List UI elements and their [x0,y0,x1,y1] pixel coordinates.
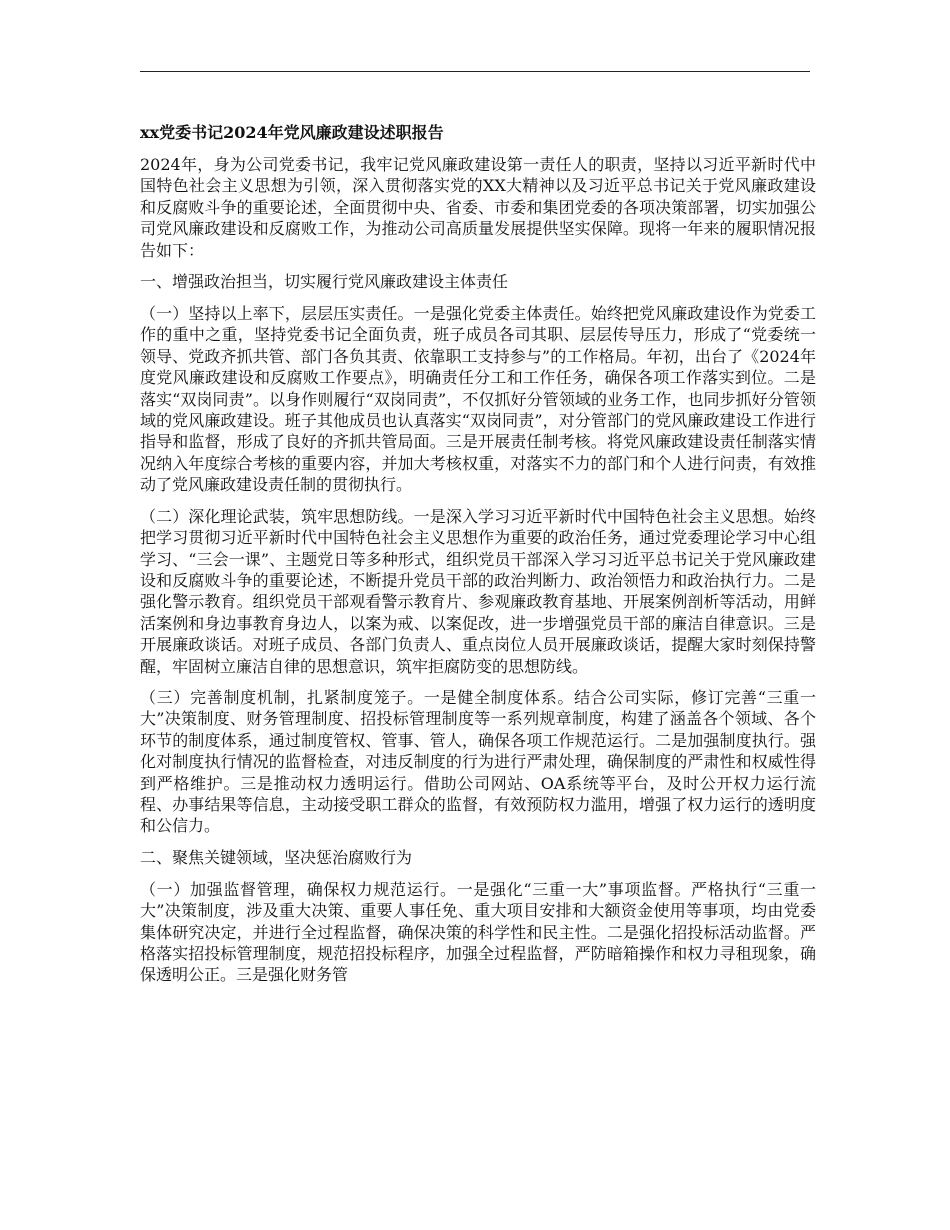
header-divider [140,71,810,72]
document-title: xx党委书记2024年党风廉政建设述职报告 [140,123,444,142]
section2-paragraph-1: （一）加强监督管理，确保权力规范运行。一是强化“三重一大”事项监督。严格执行“三重一大”决策制度，涉及重大决策、重要人事任免、重大项目安排和大额资金使用等事项，均由党委集体研究决定，并进行全过程监督，确保决策的科学性和民主性。二是强化招投标活动监督。严格落实招投标管理制度，规范招投标程序，加强全过程监督，严防暗箱操作和权力寻租现象，确保透明公正。三是强化财务管 [140,879,816,985]
intro-paragraph: 2024年，身为公司党委书记，我牢记党风廉政建设第一责任人的职责，坚持以习近平新时代中国特色社会主义思想为引领，深入贯彻落实党的XX大精神以及习近平总书记关于党风廉政建设和反腐败斗争的重要论述，全面贯彻中央、省委、市委和集团党委的各项决策部署，切实加强公司党风廉政建设和反腐败工作，为推动公司高质量发展提供坚实保障。现将一年来的履职情况报告如下： [140,155,816,260]
section-heading-2: 二、聚焦关键领域，坚决惩治腐败行为 [140,847,413,867]
section1-paragraph-2: （二）深化理论武装，筑牢思想防线。一是深入学习习近平新时代中国特色社会主义思想。始终把学习贯彻习近平新时代中国特色社会主义思想作为重要的政治任务，通过党委理论学习中心组学习、“三会一课”、主题党日等多种形式，组织党员干部深入学习习近平总书记关于党风廉政建设和反腐败斗争的重要论述，不断提升党员干部的政治判断力、政治领悟力和政治执行力。二是强化警示教育。组织党员干部观看警示教育片、参观廉政教育基地、开展案例剖析等活动，用鲜活案例和身边事教育身边人，以案为戒、以案促改，进一步增强党员干部的廉洁自律意识。三是开展廉政谈话。对班子成员、各部门负责人、重点岗位人员开展廉政谈话，提醒大家时刻保持警醒，牢固树立廉洁自律的思想意识，筑牢拒腐防变的思想防线。 [140,506,816,676]
section1-paragraph-1: （一）坚持以上率下，层层压实责任。一是强化党委主体责任。始终把党风廉政建设作为党委工作的重中之重，坚持党委书记全面负责，班子成员各司其职、层层传导压力，形成了“党委统一领导、党政齐抓共管、部门各负其责、依靠职工支持参与”的工作格局。年初，出台了《2024年度党风廉政建设和反腐败工作要点》，明确责任分工和工作任务，确保各项工作落实到位。二是落实“双岗同责”。以身作则履行“双岗同责”，不仅抓好分管领域的业务工作，也同步抓好分管领域的党风廉政建设。班子其他成员也认真落实“双岗同责”，对分管部门的党风廉政建设工作进行指导和监督，形成了良好的齐抓共管局面。三是开展责任制考核。将党风廉政建设责任制落实情况纳入年度综合考核的重要内容，并加大考核权重，对落实不力的部门和个人进行问责，有效推动了党风廉政建设责任制的贯彻执行。 [140,304,816,495]
document-body [140,122,816,996]
section-heading-1: 一、增强政治担当，切实履行党风廉政建设主体责任 [140,272,509,292]
section1-paragraph-3: （三）完善制度机制，扎紧制度笼子。一是健全制度体系。结合公司实际，修订完善“三重一大”决策制度、财务管理制度、招投标管理制度等一系列规章制度，构建了涵盖各个领域、各个环节的制度体系，通过制度管权、管事、管人，确保各项工作规范运行。二是加强制度执行。强化对制度执行情况的监督检查，对违反制度的行为进行严肃处理，确保制度的严肃性和权威性得到严格维护。三是推动权力透明运行。借助公司网站、OA系统等平台，及时公开权力运行流程、办事结果等信息，主动接受职工群众的监督，有效预防权力滥用，增强了权力运行的透明度和公信力。 [140,687,816,836]
